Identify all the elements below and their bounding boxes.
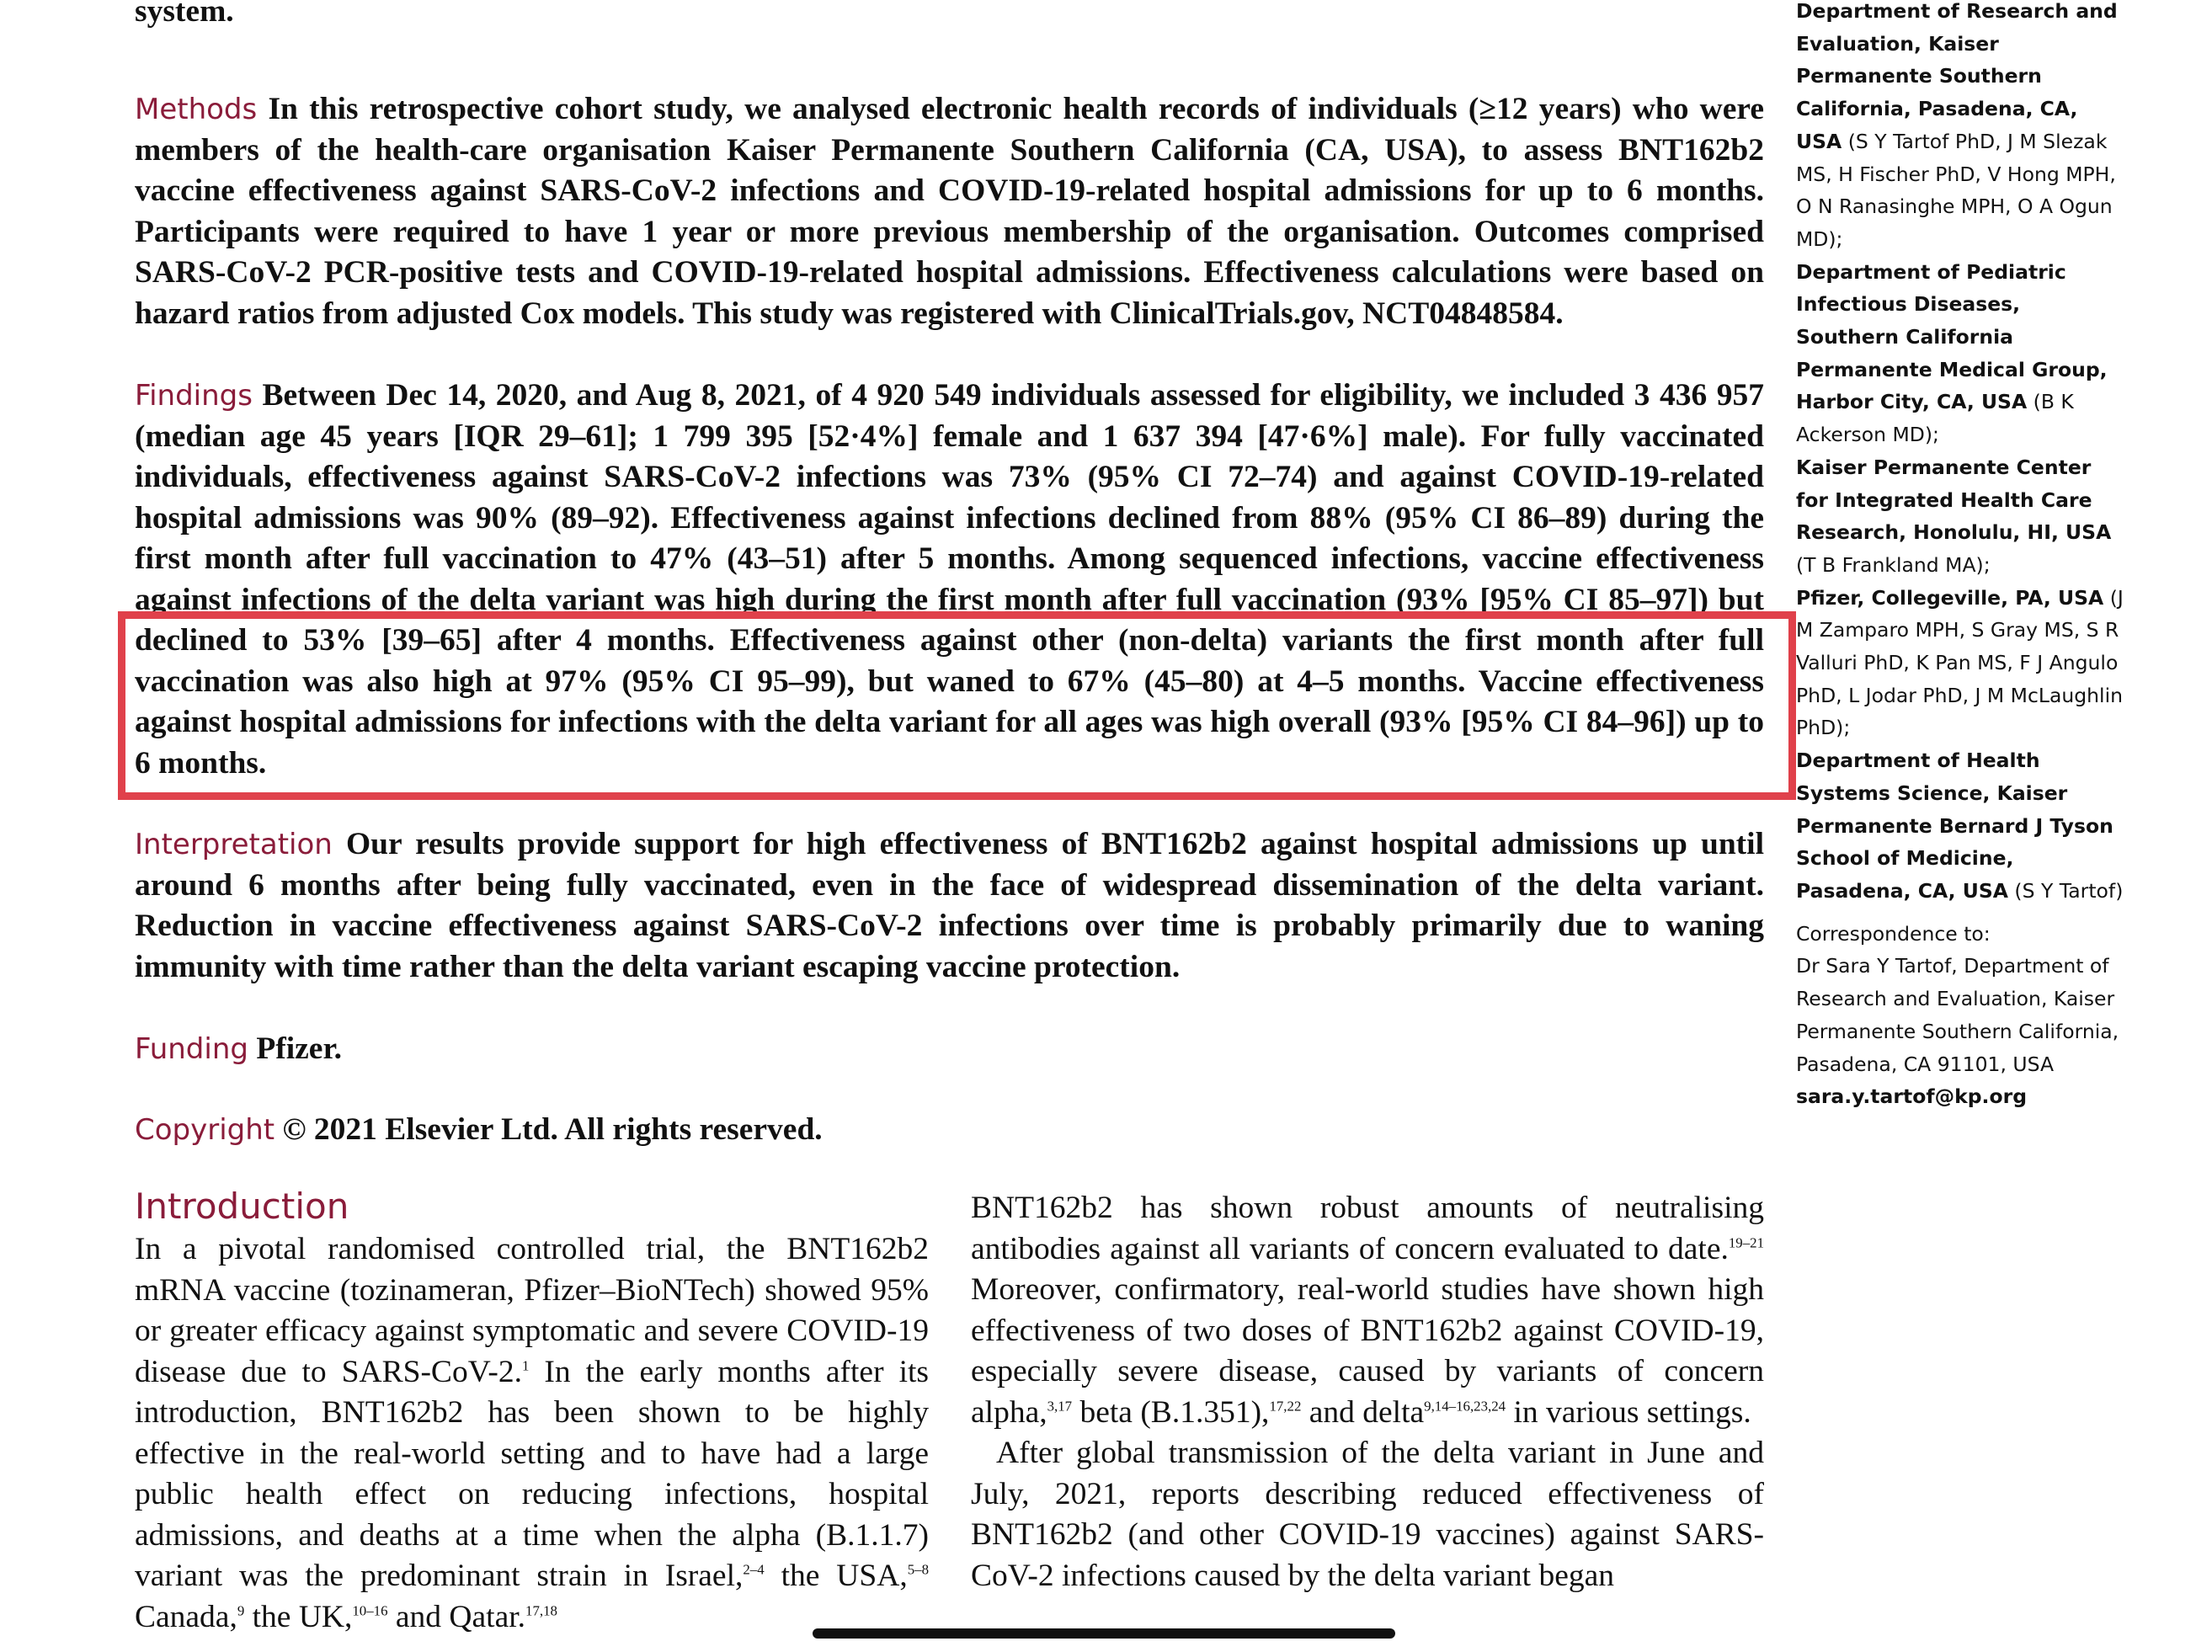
findings-text: Between Dec 14, 2020, and Aug 8, 2021, of 4 920 549 individuals assessed for eligibility, we included 3 436 957 (median age 45 years [IQR 29–61]; 1 799 395 [52·4%] female and 1 637 394 [47·6%] male). For fully vaccinated individuals, effectiveness against SARS-CoV-2 infections was 73% (95% CI 72–74) and against COVID-19-related hospital admissions was 90% (89–92). Effectiveness against infections declined from 88% (95% CI 86–89) during the first month after full vaccination to 47% (43–51) after 5 months. Among sequenced infections, vaccine effectiveness against infections of the delta variant was high during the first month after full vaccination (93% [95% CI 85–97]) but declined to 53% [39–65] after 4 months. Effectiveness against other (non-delta) variants the first month after full vaccination was also high at 97% (95% CI 95–99), but waned to 67% (45–80) at 4–5 months. Vaccine effectiveness against hospital admissions for infections with the delta variant for all ages was high overall (93% [95% CI 84–96]) up to 6 months.	[135, 378, 1764, 781]
findings-label: Findings	[135, 379, 253, 413]
affiliation-2: Department of Pediatric Infectious Diseases, Southern California Permanente Medical Group, Harbor City, CA, USA (B K Ackerson MD);	[1796, 259, 2108, 447]
home-indicator[interactable]	[813, 1628, 1395, 1639]
affiliation-3: Kaiser Permanente Center for Integrated Health Care Research, Honolulu, HI, USA (T B Frankland MA);	[1796, 455, 2112, 577]
methods-label: Methods	[135, 93, 258, 126]
copyright-label: Copyright	[135, 1113, 275, 1147]
intro-column-left	[135, 1229, 929, 1638]
top-fragment: system.	[135, 0, 234, 29]
abstract-methods	[135, 89, 1764, 334]
abstract-findings	[135, 376, 1764, 784]
ref-link[interactable]: 17,18	[525, 1602, 557, 1618]
ref-link[interactable]: 10–16	[352, 1602, 388, 1618]
ref-link[interactable]: 2–4	[743, 1561, 765, 1578]
affiliation-5: Department of Health Systems Science, Kaiser Permanente Bernard J Tyson School of Medicine, Pasadena, CA, USA (S Y Tartof)	[1796, 749, 2124, 903]
ref-link[interactable]: 9	[237, 1602, 245, 1618]
affiliation-4: Pfizer, Collegeville, PA, USA (J M Zamparo MPH, S Gray MS, S R Valluri PhD, K Pan MS, F J Angulo PhD, L Jodar PhD, J M McLaughlin PhD);	[1796, 585, 2124, 740]
abstract-interpretation	[135, 824, 1764, 988]
methods-text: In this retrospective cohort study, we analysed electronic health records of individuals (≥12 years) who were members of the health-care organisation Kaiser Permanente Southern California (CA, USA), to assess BNT162b2 vaccine effectiveness against SARS-CoV-2 infections and COVID-19-related hospital admissions for up to 6 months. Participants were required to have 1 year or more previous membership of the organisation. Outcomes comprised SARS-CoV-2 PCR-positive tests and COVID-19-related hospital admissions. Effectiveness calculations were based on hazard ratios from adjusted Cox models. This study was registered with ClinicalTrials.gov, NCT04848584.	[135, 92, 1765, 331]
ref-link[interactable]: 17,22	[1269, 1398, 1302, 1414]
ref-link[interactable]: 1	[521, 1357, 530, 1373]
introduction-heading: Introduction	[135, 1186, 349, 1227]
intro-right-paragraph-2: After global transmission of the delta variant in June and July, 2021, reports describing reduced effectiveness of BNT162b2 (and other COVID-19 vaccines) against SARS-CoV-2 infections caused by the delta variant began	[971, 1436, 1764, 1593]
interpretation-text: Our results provide support for high effectiveness of BNT162b2 against hospital admissions up until around 6 months after being fully vaccinated, even in the face of widespread dissemination of the delta variant. Reduction in vaccine effectiveness against SARS-CoV-2 infections over time is probably primarily due to waning immunity with time rather than the delta variant escaping vaccine protection.	[135, 827, 1765, 984]
abstract-funding	[135, 1029, 1764, 1070]
correspondence-label: Correspondence to:	[1796, 921, 1991, 946]
intro-left-paragraph: In a pivotal randomised controlled trial, the BNT162b2 mRNA vaccine (tozinameran, Pfizer–BioNTech) showed 95% or greater efficacy against symptomatic and severe COVID-19 disease due to SARS-CoV-2.$^1$ In the early months after its introduction, BNT162b2 has been shown to be highly effective in the real-world setting and to have had a large public health effect on reducing infections, hospital admissions, and deaths at a time when the alpha (B.1.1.7) variant was the predominant strain in Israel,$^{2-4}$ the USA,$^{5-8}$ Canada,$^9$ the UK,$^{10-16}$ and Qatar.$^{17,18}$	[135, 1232, 929, 1634]
intro-right-paragraph-1: BNT162b2 has shown robust amounts of neutralising antibodies against all variants of concern evaluated to date.$^{19-21}$ Moreover, confirmatory, real-world studies have shown high effectiveness of two doses of BNT162b2 against COVID-19, especially severe disease, caused by variants of concern alpha,$^{3,17}$ beta (B.1.351),$^{17,22}$ and delta$^{9,14-16,23,24}$ in various settings.	[971, 1191, 1764, 1430]
ref-link[interactable]: 19–21	[1728, 1234, 1764, 1250]
ref-link[interactable]: 9,14–16,23,24	[1424, 1398, 1506, 1414]
abstract-copyright	[135, 1110, 1764, 1151]
ref-link[interactable]: 3,17	[1047, 1398, 1073, 1414]
correspondence-text: Dr Sara Y Tartof, Department of Research and Evaluation, Kaiser Permanente Southern California, Pasadena, CA 91101, USA	[1796, 954, 2119, 1076]
funding-text: Pfizer.	[256, 1031, 343, 1066]
affiliations-sidebar	[1796, 0, 2124, 1113]
funding-label: Funding	[135, 1032, 248, 1066]
correspondence-email[interactable]: sara.y.tartof@kp.org	[1796, 1084, 2028, 1109]
ref-link[interactable]: 5–8	[907, 1561, 929, 1578]
copyright-text: © 2021 Elsevier Ltd. All rights reserved.	[282, 1112, 823, 1147]
intro-column-right	[971, 1188, 1764, 1596]
interpretation-label: Interpretation	[135, 828, 333, 861]
affiliation-1: Department of Research and Evaluation, Kaiser Permanente Southern California, Pasadena, CA, USA (S Y Tartof PhD, J M Slezak MS, H Fischer PhD, V Hong MPH, O N Ranasinghe MPH, O A Ogun MD);	[1796, 0, 2118, 251]
